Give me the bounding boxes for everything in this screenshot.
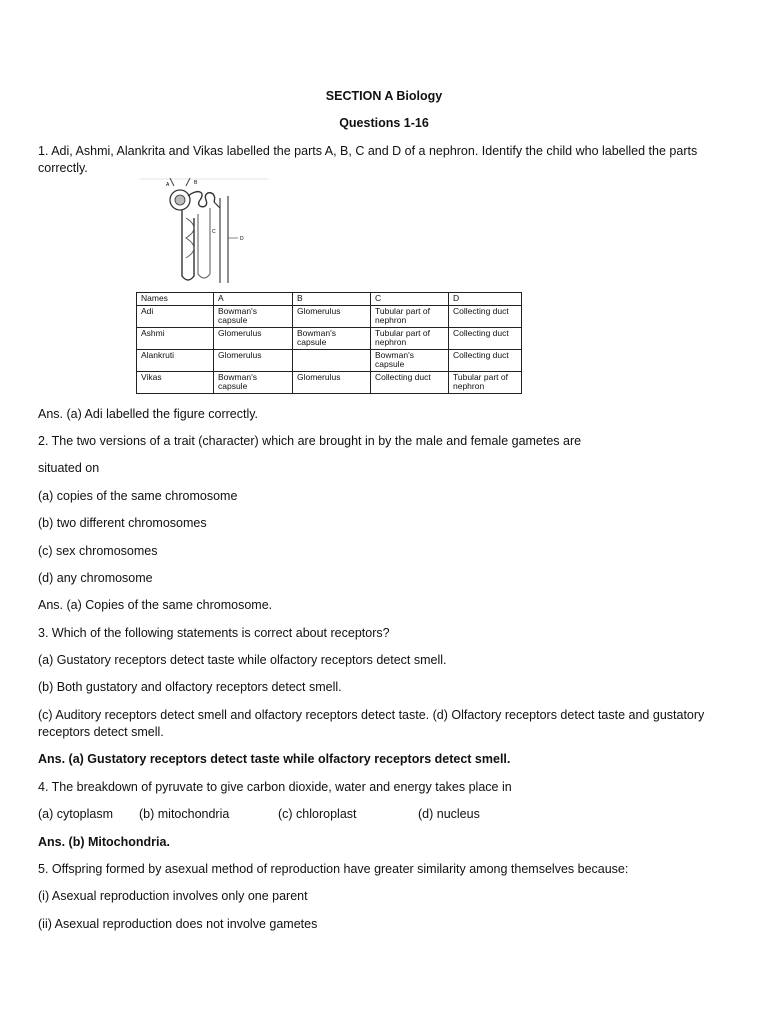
q3-option-b: (b) Both gustatory and olfactory receptors detect smell. [38, 680, 342, 694]
table-cell: Glomerulus [293, 305, 371, 327]
diagram-label-c: C [212, 229, 216, 235]
q2-option-c: (c) sex chromosomes [38, 544, 158, 558]
table-row [137, 327, 522, 349]
table-cell: Collecting duct [449, 327, 522, 349]
table-row [137, 305, 522, 327]
q2-option-a: (a) copies of the same chromosome [38, 489, 238, 503]
table-header: B [293, 293, 371, 306]
q3-option-cd: (c) Auditory receptors detect smell and olfactory receptors detect taste. (d) Olfactory receptors detect taste and gustatory receptors detect smell. [38, 708, 705, 739]
table-cell: Glomerulus [293, 371, 371, 393]
q2-option-d: (d) any chromosome [38, 571, 153, 585]
table-cell: Adi [137, 305, 214, 327]
q4-option-a: (a) cytoplasm [38, 807, 114, 821]
table-cell: Ashmi [137, 327, 214, 349]
table-cell: Tubular part of nephron [371, 305, 449, 327]
table-cell: Bowman's capsule [371, 349, 449, 371]
table-cell: Bowman's capsule [293, 327, 371, 349]
table-cell [293, 349, 371, 371]
q3-option-a: (a) Gustatory receptors detect taste while olfactory receptors detect smell. [38, 653, 447, 667]
table-header: C [371, 293, 449, 306]
diagram-label-d: D [240, 236, 244, 242]
table-cell: Collecting duct [371, 371, 449, 393]
nephron-labels-table [136, 292, 522, 394]
q2-text-line2: situated on [38, 461, 100, 475]
nephron-diagram [140, 178, 270, 288]
q3-answer: Ans. (a) Gustatory receptors detect taste while olfactory receptors detect smell. [38, 752, 511, 766]
table-cell: Collecting duct [449, 349, 522, 371]
table-row [137, 349, 522, 371]
q2-answer: Ans. (a) Copies of the same chromosome. [38, 598, 273, 612]
q5-text: 5. Offspring formed by asexual method of reproduction have greater similarity among themselves because: [38, 862, 629, 876]
table-cell: Glomerulus [214, 327, 293, 349]
diagram-label-b: B [194, 180, 198, 186]
q4-options [38, 806, 738, 823]
diagram-label-a: A [166, 182, 170, 188]
q4-option-c: (c) chloroplast [278, 807, 357, 821]
table-cell: Tubular part of nephron [371, 327, 449, 349]
table-cell: Glomerulus [214, 349, 293, 371]
table-cell: Alankruti [137, 349, 214, 371]
q2-text-line1: 2. The two versions of a trait (character) which are brought in by the male and female gametes are [38, 434, 582, 448]
table-header: A [214, 293, 293, 306]
q4-answer: Ans. (b) Mitochondria. [38, 835, 170, 849]
table-header-row [137, 293, 522, 306]
q1-text: 1. Adi, Ashmi, Alankrita and Vikas labelled the parts A, B, C and D of a nephron. Identify the child who labelled the parts correctly. [38, 144, 698, 175]
q4-text: 4. The breakdown of pyruvate to give carbon dioxide, water and energy takes place in [38, 780, 512, 794]
table-cell: Collecting duct [449, 305, 522, 327]
table-cell: Vikas [137, 371, 214, 393]
q5-reason-1: (i) Asexual reproduction involves only one parent [38, 889, 308, 903]
section-title: SECTION A Biology [325, 89, 443, 103]
table-header: Names [137, 293, 214, 306]
q1-answer: Ans. (a) Adi labelled the figure correctly. [38, 407, 259, 421]
table-cell: Bowman's capsule [214, 371, 293, 393]
questions-range: Questions 1-16 [339, 116, 429, 130]
table-cell: Bowman's capsule [214, 305, 293, 327]
q4-option-b: (b) mitochondria [139, 807, 230, 821]
q4-option-d: (d) nucleus [418, 807, 480, 821]
q3-text: 3. Which of the following statements is correct about receptors? [38, 626, 390, 640]
table-header: D [449, 293, 522, 306]
q5-reason-2: (ii) Asexual reproduction does not involve gametes [38, 917, 318, 931]
table-cell: Tubular part of nephron [449, 371, 522, 393]
table-row [137, 371, 522, 393]
q2-option-b: (b) two different chromosomes [38, 516, 207, 530]
